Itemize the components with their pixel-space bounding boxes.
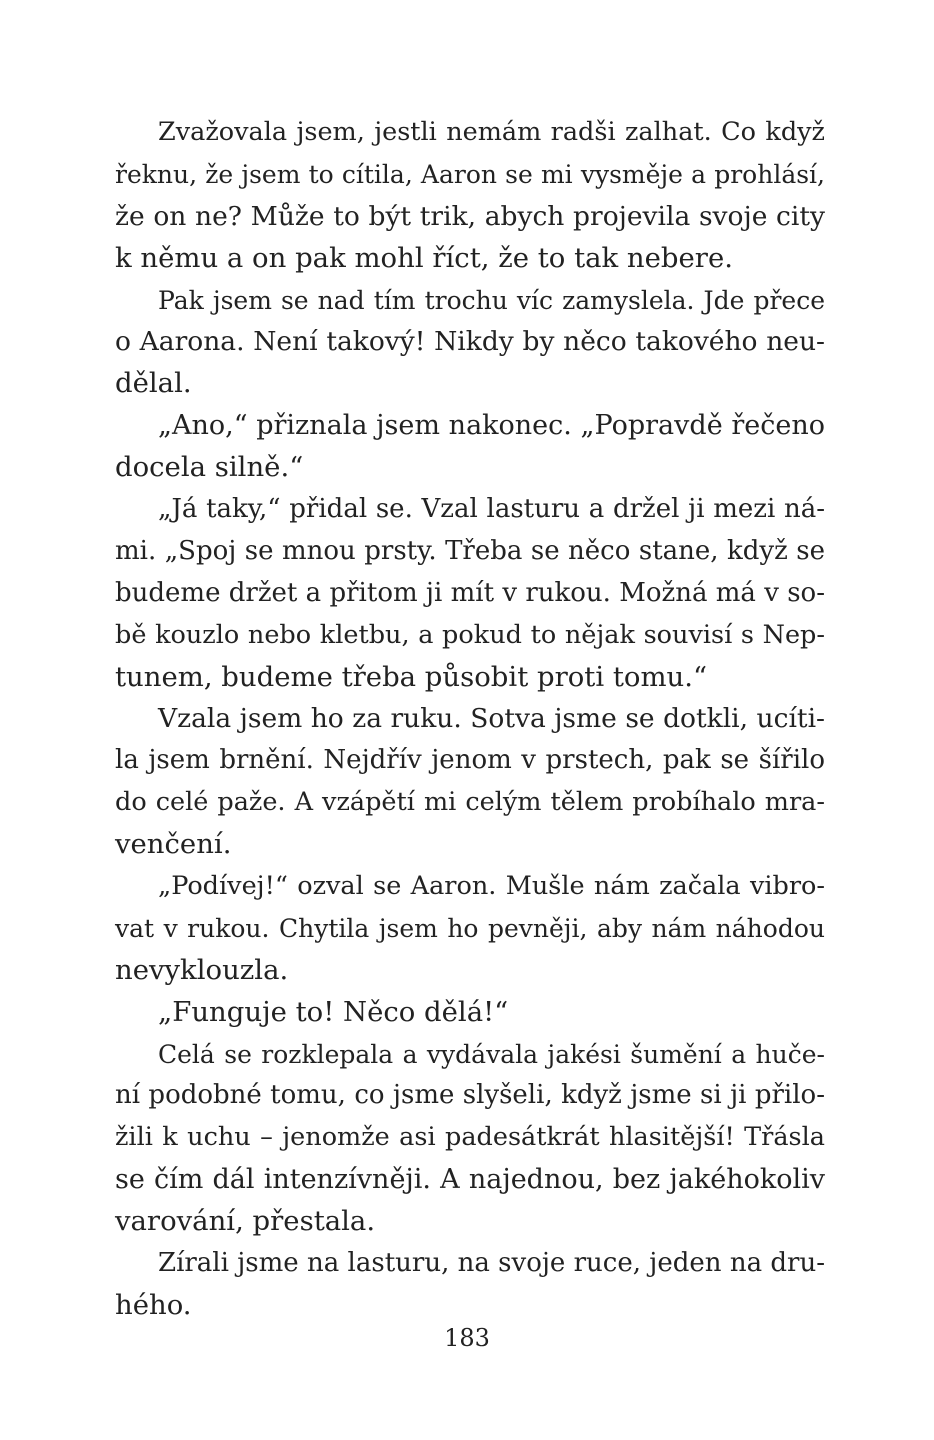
text-line: hého. [115,1288,192,1321]
body-text [115,112,825,1327]
text-line: vat v rukou. Chytila jsem ho pevněji, aby nám náhodou [115,913,825,943]
text-line: se čím dál intenzívněji. A najednou, bez jakéhokoliv [115,1164,825,1196]
text-line: „Ano,“ přiznala jsem nakonec. „Popravdě řečeno [158,410,825,442]
text-line: Zírali jsme na lasturu, na svoje ruce, jeden na dru- [158,1248,825,1279]
page-number: 183 [444,1324,490,1352]
text-line: ní podobné tomu, co jsme slyšeli, když jsme si ji přilo- [115,1080,825,1111]
text-line: Vzala jsem ho za ruku. Sotva jsme se dotkli, ucíti- [158,703,825,735]
text-line: o Aarona. Není takový! Nikdy by něco takového neu- [115,326,825,358]
text-line: venčení. [115,828,232,861]
text-line: mi. „Spoj se mnou prsty. Třeba se něco stane, když se [115,535,825,566]
text-line: la jsem brnění. Nejdřív jenom v prstech, pak se šířilo [115,745,825,776]
text-line: bě kouzlo nebo kletbu, a pokud to nějak souvisí s Nep- [115,619,825,650]
text-line: do celé paže. A vzápětí mi celým tělem probíhalo mra- [115,787,825,818]
text-line: řeknu, že jsem to cítila, Aaron se mi vysměje a prohlásí, [115,159,825,189]
text-line: „Já taky,“ přidal se. Vzal lasturu a držel ji mezi ná- [158,494,825,525]
text-line: docela silně.“ [115,451,304,484]
text-line: Zvažovala jsem, jestli nemám radši zalhat. Co když [158,117,825,147]
text-line: Celá se rozklepala a vydávala jakési šumění a huče- [158,1039,825,1069]
text-line: tunem, budeme třeba působit proti tomu.“ [115,660,708,693]
text-line: varování, přestala. [115,1205,376,1238]
text-line: Pak jsem se nad tím trochu víc zamyslela. Jde přece [158,285,825,315]
text-line: „Podívej!“ ozval se Aaron. Mušle nám začala vibro- [158,871,825,902]
text-line: nevyklouzla. [115,953,289,986]
text-line: „Funguje to! Něco dělá!“ [158,995,509,1028]
text-line: budeme držet a přitom ji mít v rukou. Možná má v so- [115,577,825,608]
text-line: k němu a on pak mohl říct, že to tak nebere. [115,241,733,274]
text-line: že on ne? Může to být trik, abych projevila svoje city [115,200,825,232]
text-line: žili k uchu – jenomže asi padesátkrát hlasitější! Třásla [115,1122,825,1153]
text-line: dělal. [115,367,192,400]
